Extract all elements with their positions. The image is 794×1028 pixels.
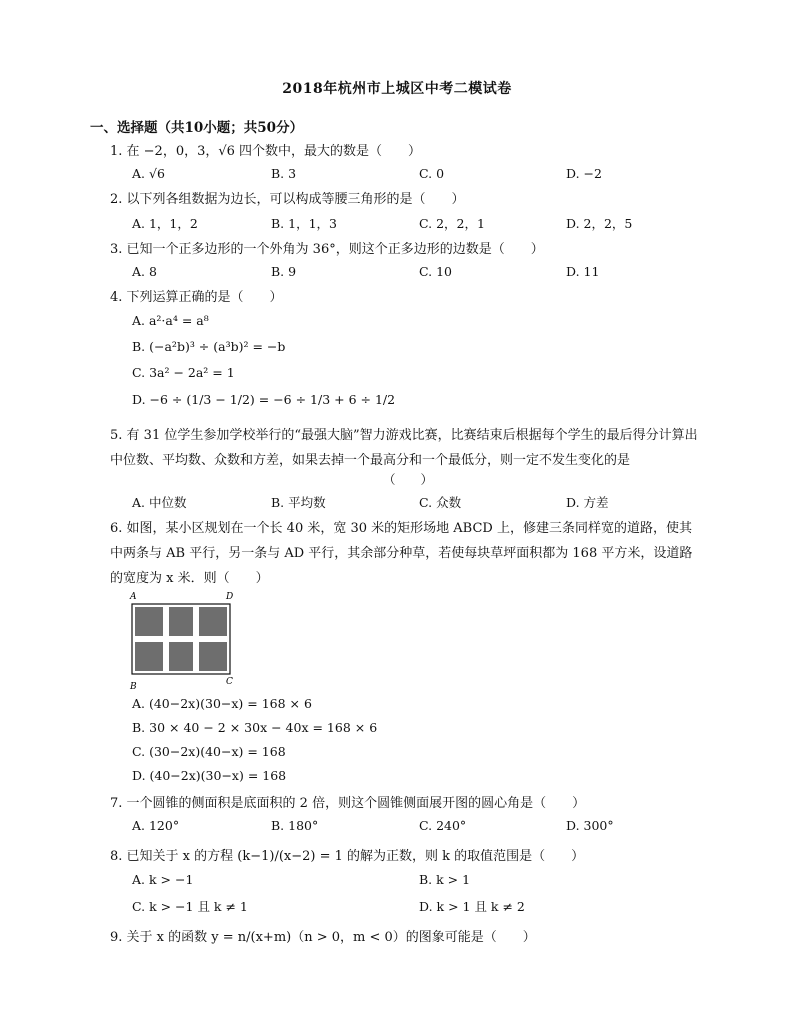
option-a[interactable]: A. 1，1，2 <box>132 216 198 231</box>
option-b[interactable]: B. 180° <box>271 818 319 833</box>
question-5-options <box>132 493 612 513</box>
option-d[interactable]: D. 300° <box>566 818 614 833</box>
page-title: 2018年杭州市上城区中考二模试卷 <box>282 81 512 97</box>
label-b: B <box>130 682 137 692</box>
lawn-plot <box>169 642 193 671</box>
option-a[interactable]: A. a²·a⁴ = a⁸ <box>132 313 209 328</box>
question-8-options-row1 <box>132 872 612 892</box>
option-c[interactable]: C. (30−2x)(40−x) = 168 <box>132 744 286 759</box>
question-5-stem: 5. 有 31 位学生参加学校举行的“最强大脑”智力游戏比赛，比赛结束后根据每个学生的最后得分计算出中位数、平均数、众数和方差，如果去掉一个最高分和一个最低分，则一定不发生变化的是 <box>110 428 698 468</box>
option-d[interactable]: D. k > 1 且 k ≠ 2 <box>419 899 525 914</box>
option-b[interactable]: B. 30 × 40 − 2 × 30x − 40x = 168 × 6 <box>132 720 378 735</box>
question-7-stem: 7. 一个圆锥的侧面积是底面积的 2 倍，则这个圆锥侧面展开图的圆心角是（ ） <box>110 796 586 811</box>
option-d[interactable]: D. 11 <box>566 264 600 279</box>
option-b[interactable]: B. 1，1，3 <box>271 216 337 231</box>
lawn-plot <box>135 607 163 636</box>
label-d: D <box>226 592 234 602</box>
lawn-plot <box>199 607 227 636</box>
option-c[interactable]: C. 3a² − 2a² = 1 <box>132 365 235 380</box>
question-9-stem: 9. 关于 x 的函数 y = n/(x+m)（n > 0，m < 0）的图象可能是（ ） <box>110 930 536 945</box>
option-a[interactable]: A. 8 <box>132 264 157 279</box>
question-8-stem: 8. 已知关于 x 的方程 (k−1)/(x−2) = 1 的解为正数，则 k 的取值范围是（ ） <box>110 849 585 864</box>
option-a[interactable]: A. k > −1 <box>132 872 194 887</box>
section-heading: 一、选择题（共10小题；共50分） <box>90 120 304 136</box>
option-a[interactable]: A. 120° <box>132 818 180 833</box>
question-4-stem: 4. 下列运算正确的是（ ） <box>110 290 283 305</box>
question-6-stem: 6. 如图，某小区规划在一个长 40 米，宽 30 米的矩形场地 ABCD 上，修建三条同样宽的道路，使其中两条与 AB 平行，另一条与 AD 平行，其余部分种草，若使每块草坪面积都为 168 平方米，设道路的宽度为 x 米．则（ ） <box>110 521 693 586</box>
option-b[interactable]: B. 平均数 <box>271 495 326 510</box>
lawn-plot <box>135 642 163 671</box>
option-a[interactable]: A. (40−2x)(30−x) = 168 × 6 <box>132 696 312 711</box>
option-c[interactable]: C. 众数 <box>419 495 462 510</box>
option-b[interactable]: B. k > 1 <box>419 872 471 887</box>
lawn-plot <box>169 607 193 636</box>
option-d[interactable]: D. −2 <box>566 166 602 181</box>
question-1-stem: 1. 在 −2，0，3，√6 四个数中，最大的数是（ ） <box>110 144 422 159</box>
option-b[interactable]: B. 3 <box>271 166 297 181</box>
option-a[interactable]: A. 中位数 <box>132 495 187 510</box>
option-d[interactable]: D. 2，2，5 <box>566 216 633 231</box>
option-a[interactable]: A. √6 <box>132 166 165 181</box>
question-8-options-row2 <box>132 897 612 917</box>
label-a: A <box>130 592 137 602</box>
question-3-stem: 3. 已知一个正多边形的一个外角为 36°，则这个正多边形的边数是（ ） <box>110 242 544 257</box>
label-c: C <box>226 677 233 687</box>
option-d[interactable]: D. (40−2x)(30−x) = 168 <box>132 768 287 783</box>
option-c[interactable]: C. k > −1 且 k ≠ 1 <box>132 899 248 914</box>
option-b[interactable]: B. 9 <box>271 264 297 279</box>
question-7-options <box>132 818 612 838</box>
question-3-options <box>132 264 612 284</box>
question-1-options <box>132 166 612 186</box>
answer-paren: （ ） <box>383 472 434 487</box>
option-c[interactable]: C. 2，2，1 <box>419 216 485 231</box>
option-c[interactable]: C. 240° <box>419 818 467 833</box>
lawn-plot <box>199 642 227 671</box>
option-d[interactable]: D. 方差 <box>566 495 609 510</box>
question-2-stem: 2. 以下列各组数据为边长，可以构成等腰三角形的是（ ） <box>110 192 465 207</box>
rectangle-abcd-figure <box>128 590 240 696</box>
option-d[interactable]: D. −6 ÷ (1/3 − 1/2) = −6 ÷ 1/3 + 6 ÷ 1/2 <box>132 392 396 407</box>
option-c[interactable]: C. 10 <box>419 264 452 279</box>
question-2-options <box>132 214 633 234</box>
option-b[interactable]: B. (−a²b)³ ÷ (a³b)² = −b <box>132 339 286 354</box>
option-c[interactable]: C. 0 <box>419 166 445 181</box>
